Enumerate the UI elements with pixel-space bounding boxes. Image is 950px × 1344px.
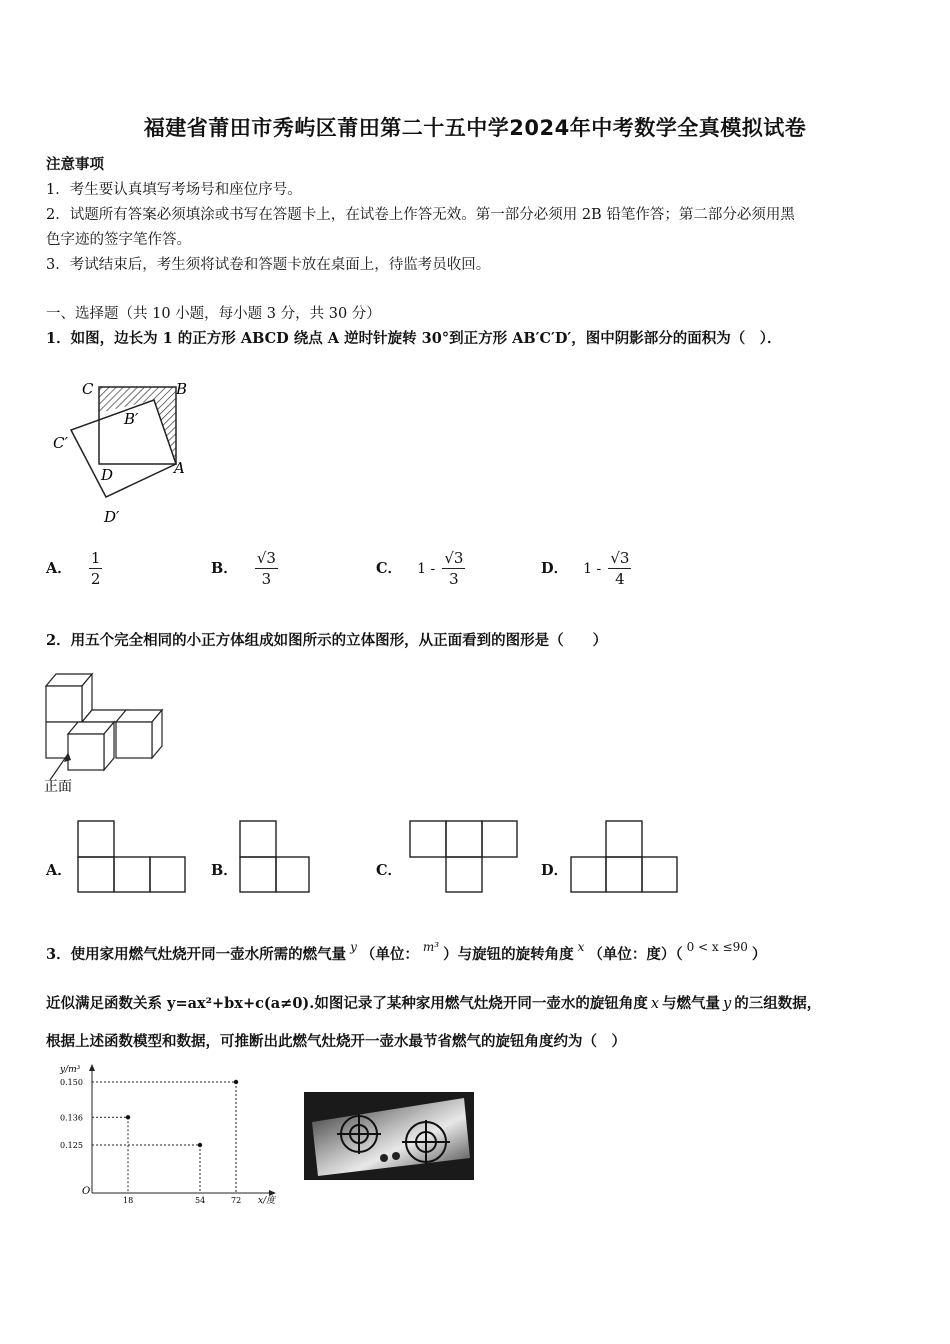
question-3-line1 [46,940,766,964]
numerator: √3 [444,549,464,567]
option-fraction [442,548,465,589]
q2-option-c-figure[interactable] [406,818,520,894]
y-tick-label: 0.150 [60,1078,83,1087]
q3-text-a: 3．使用家用燃气灶烧开同一壶水所需的燃气量 [46,946,347,963]
q3-text-f: 近似满足函数关系 y=ax²+bx+c(a≠0).如图记录了某种家用燃气灶烧开同一壶水的旋钮角度 [46,995,648,1012]
option-label: C． [376,560,403,577]
y-axis-label: y/m³ [60,1065,81,1075]
q1-option-a[interactable] [46,548,102,589]
page-title: 福建省莆田市秀屿区莆田第二十五中学2024年中考数学全真模拟试卷 [143,116,807,140]
q3-var-y: y [350,940,357,954]
fig-label-b: B [176,380,188,398]
fig-label-d: D [101,466,114,484]
q3-range: 0 < x ≤90 [686,940,748,954]
question-3-line2 [46,992,821,1013]
q3-unit: m³ [422,940,440,954]
q3-text-g: 与燃气量 [662,995,721,1012]
question-1-text: 1．如图，边长为 1 的正方形 ABCD 绕点 A 逆时针旋转 30°到正方形 AB′C′D′，图中阴影部分的面积为（ ）． [46,330,782,347]
notice-item: 色字迹的签字笔作答。 [46,232,191,248]
x-axis-label: x/度 [258,1196,276,1206]
data-point [126,1115,130,1119]
y-axis-arrow [89,1064,95,1071]
q1-figure [46,372,206,532]
x-tick-label: 18 [123,1196,134,1205]
data-point [234,1080,238,1084]
data-point [198,1143,202,1147]
section-heading: 一、选择题（共 10 小题，每小题 3 分，共 30 分） [46,306,381,322]
q2-option-c-label[interactable]: C． [376,862,403,879]
denominator: 4 [615,570,625,588]
q2-option-d-label[interactable]: D． [541,862,569,879]
q3-text-d: （单位：度）（ [588,946,683,963]
q2-option-b-label[interactable]: B． [211,862,238,879]
option-label: D． [541,560,569,577]
notice-item: 1．考生要认真填写考场号和座位序号。 [46,182,302,198]
option-label: B． [211,560,238,577]
q1-option-c[interactable] [376,548,465,589]
option-prefix: 1 - [417,560,436,577]
y-tick-label: 0.125 [60,1141,83,1150]
q2-option-d-figure[interactable] [568,818,682,894]
q1-option-b[interactable] [211,548,278,589]
fig-label-d-prime: D′ [104,508,120,526]
q2-option-b-figure[interactable] [236,818,314,894]
option-fraction [255,548,278,589]
numerator: √3 [610,549,630,567]
fig-label-c: C [82,380,94,398]
q1-option-d[interactable] [541,548,631,589]
denominator: 2 [90,570,101,588]
q3-text-b: （单位： [360,946,419,963]
q3-var-x: x [577,940,585,954]
fig-label-a: A [174,459,185,477]
gas-stove-photo [304,1092,474,1180]
y-tick-label: 0.136 [60,1113,83,1123]
q3-text-h: 的三组数据， [734,995,822,1012]
option-fraction [608,548,631,589]
x-tick-label: 72 [231,1196,242,1205]
q2-cube-figure [42,668,172,798]
fig-label-b-prime: B′ [124,410,139,428]
fig-label-c-prime: C′ [53,434,68,452]
denominator: 3 [449,570,459,588]
numerator: √3 [256,549,276,567]
notice-item: 2．试题所有答案必须填涂或书写在答题卡上，在试卷上作答无效。第一部分必须用 2B 铅笔作答；第二部分必须用黑 [46,207,795,223]
question-2-text: 2．用五个完全相同的小正方体组成如图所示的立体图形，从正面看到的图形是（ ） [46,632,608,649]
numerator: 1 [90,549,101,567]
question-3-line3: 根据上述函数模型和数据，可推断出此燃气灶烧开一壶水最节省燃气的旋钮角度约为（ ） [46,1033,626,1050]
x-tick-label: 54 [195,1196,206,1205]
q2-option-a-figure[interactable] [74,818,188,894]
q3-text-e: ） [751,946,767,963]
q3-var-x2: x [650,996,660,1012]
notice-heading: 注意事项 [46,156,104,173]
q3-chart [46,1060,286,1210]
option-prefix: 1 - [583,560,602,577]
q3-text-c: ）与旋钮的旋转角度 [443,946,574,963]
q3-var-y2: y [723,996,732,1012]
notice-item: 3．考试结束后，考生须将试卷和答题卡放在桌面上，待监考员收回。 [46,257,491,273]
front-label: 正面 [44,779,72,795]
option-fraction [89,548,103,589]
origin-label: O [82,1186,91,1197]
q2-option-a-label[interactable]: A． [46,862,72,879]
option-label: A． [46,560,72,577]
denominator: 3 [261,570,272,588]
